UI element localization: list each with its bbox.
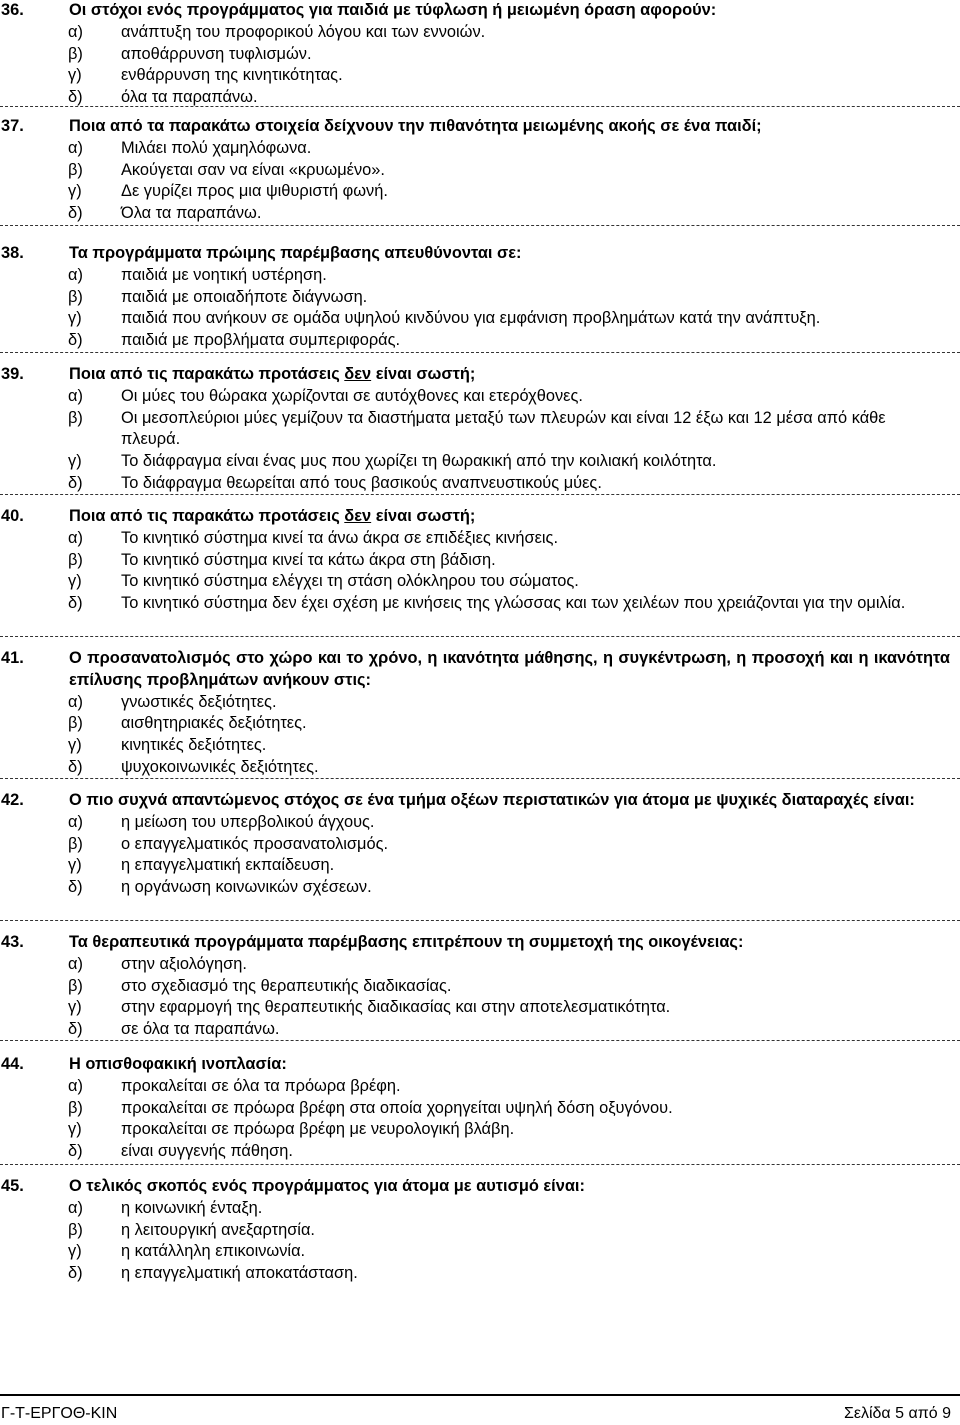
question-45 <box>0 1176 960 1285</box>
option-text: ενθάρρυνση της κινητικότητας. <box>121 66 343 85</box>
question-text <box>69 506 960 528</box>
option-d <box>0 473 960 495</box>
question-text: Ποια από τα παρακάτω στοιχεία δείχνουν την πιθανότητα μειωμένης ακοής σε ένα παιδί; <box>69 117 762 135</box>
option-text: στην αξιολόγηση. <box>121 954 247 973</box>
option-text: η επαγγελματική αποκατάσταση. <box>121 1264 358 1283</box>
option-letter: α) <box>68 692 83 711</box>
question-38 <box>0 243 960 352</box>
question-divider <box>0 494 960 495</box>
option-letter: δ) <box>68 757 83 776</box>
option-a <box>0 692 960 714</box>
option-text: ο επαγγελματικός προσανατολισμός. <box>121 834 389 853</box>
option-c <box>0 855 960 877</box>
question-header <box>0 1054 960 1076</box>
option-letter: β) <box>68 834 83 853</box>
option-text: είναι συγγενής πάθηση. <box>121 1142 293 1161</box>
option-b <box>0 976 960 998</box>
question-text-part: Ποια από τις παρακάτω προτάσεις <box>69 507 345 525</box>
option-d <box>0 203 960 225</box>
option-letter: γ) <box>68 66 82 85</box>
option-text: προκαλείται σε πρόωρα βρέφη στα οποία χορηγείται υψηλή δόση οξυγόνου. <box>121 1098 673 1117</box>
option-text: η μείωση του υπερβολικού άγχους. <box>121 812 375 831</box>
option-c <box>0 451 960 473</box>
question-number: 39. <box>1 365 24 383</box>
question-text-part: είναι σωστή; <box>371 507 476 525</box>
option-b <box>0 834 960 856</box>
option-text: παιδιά που ανήκουν σε ομάδα υψηλού κινδύνου για εμφάνιση προβλημάτων κατά την ανάπτυξη. <box>121 309 821 328</box>
option-text: Το κινητικό σύστημα δεν έχει σχέση με κινήσεις της γλώσσας και των χειλέων που χρειάζονται για την ομιλία. <box>121 594 906 613</box>
option-letter: β) <box>68 1220 83 1239</box>
question-text <box>69 364 960 386</box>
option-text: σε όλα τα παραπάνω. <box>121 1020 280 1039</box>
option-letter: δ) <box>68 473 83 492</box>
option-a <box>0 1076 960 1098</box>
option-letter: γ) <box>68 998 82 1017</box>
question-text: Ο πιο συχνά απαντώμενος στόχος σε ένα τμήμα οξέων περιστατικών για άτομα με ψυχικές διαταραχές είναι: <box>69 791 915 809</box>
question-text-part: είναι σωστή; <box>371 365 476 383</box>
option-letter: β) <box>68 550 83 569</box>
question-header <box>0 648 960 692</box>
option-a <box>0 265 960 287</box>
option-text: κινητικές δεξιότητες. <box>121 736 267 755</box>
option-a <box>0 812 960 834</box>
option-d <box>0 1019 960 1041</box>
option-text: η λειτουργική ανεξαρτησία. <box>121 1220 315 1239</box>
option-c <box>0 1241 960 1263</box>
question-number: 41. <box>1 649 24 667</box>
question-42 <box>0 790 960 899</box>
option-a <box>0 138 960 160</box>
option-text: Το διάφραγμα είναι ένας μυς που χωρίζει τη θωρακική από την κοιλιακή κοιλότητα. <box>121 452 717 471</box>
option-b <box>0 1220 960 1242</box>
question-37 <box>0 116 960 225</box>
question-divider <box>0 636 960 637</box>
option-letter: γ) <box>68 1242 82 1261</box>
option-text: Δε γυρίζει προς μια ψιθυριστή φωνή. <box>121 182 388 201</box>
option-letter: α) <box>68 22 83 41</box>
option-text: η οργάνωση κοινωνικών σχέσεων. <box>121 878 372 897</box>
option-text: παιδιά με νοητική υστέρηση. <box>121 265 327 284</box>
option-d <box>0 757 960 779</box>
option-b <box>0 1098 960 1120</box>
question-text: Η οπισθοφακική ινοπλασία: <box>69 1055 287 1073</box>
question-header <box>0 932 960 954</box>
option-letter: β) <box>68 44 83 63</box>
question-number: 43. <box>1 933 24 951</box>
question-39 <box>0 364 960 495</box>
question-divider <box>0 920 960 921</box>
option-text: η κοινωνική ένταξη. <box>121 1198 263 1217</box>
option-text: Όλα τα παραπάνω. <box>121 204 262 223</box>
option-letter: δ) <box>68 331 83 350</box>
option-letter: α) <box>68 954 83 973</box>
option-text: η κατάλληλη επικοινωνία. <box>121 1242 306 1261</box>
option-text: στην εφαρμογή της θεραπευτικής διαδικασίας και στην αποτελεσματικότητα. <box>121 998 671 1017</box>
option-letter: δ) <box>68 878 83 897</box>
option-text: Το κινητικό σύστημα ελέγχει τη στάση ολόκληρου του σώματος. <box>121 572 579 591</box>
option-c <box>0 181 960 203</box>
option-text: η επαγγελματική εκπαίδευση. <box>121 856 335 875</box>
option-letter: β) <box>68 714 83 733</box>
question-header <box>0 116 960 138</box>
question-43 <box>0 932 960 1041</box>
question-divider <box>0 1040 960 1041</box>
option-text: Ακούγεται σαν να είναι «κρυωμένο». <box>121 160 385 179</box>
option-c <box>0 571 960 593</box>
option-letter: α) <box>68 1198 83 1217</box>
option-text: Οι μύες του θώρακα χωρίζονται σε αυτόχθονες και ετερόχθονες. <box>121 386 583 405</box>
question-44 <box>0 1054 960 1163</box>
option-letter: γ) <box>68 856 82 875</box>
option-a <box>0 528 960 550</box>
option-letter: γ) <box>68 452 82 471</box>
question-36 <box>0 0 960 109</box>
option-letter: β) <box>68 408 83 427</box>
question-text: Τα προγράμματα πρώιμης παρέμβασης απευθύνονται σε: <box>69 244 522 262</box>
option-letter: β) <box>68 160 83 179</box>
option-letter: α) <box>68 812 83 831</box>
option-b <box>0 550 960 572</box>
option-letter: α) <box>68 1076 83 1095</box>
question-divider <box>0 106 960 107</box>
question-header <box>0 0 960 22</box>
option-a <box>0 954 960 976</box>
option-letter: δ) <box>68 1264 83 1283</box>
option-d <box>0 330 960 352</box>
option-letter: α) <box>68 386 83 405</box>
option-text: Το κινητικό σύστημα κινεί τα άνω άκρα σε επιδέξιες κινήσεις. <box>121 528 558 547</box>
option-text: Το διάφραγμα θεωρείται από τους βασικούς αναπνευστικούς μύες. <box>121 473 602 492</box>
option-letter: α) <box>68 265 83 284</box>
question-text: Ο προσανατολισμός στο χώρο και το χρόνο, η ικανότητα μάθησης, η συγκέντρωση, η προσοχή και η ικανότητα επίλυσης προβλημάτων ανήκουν στις: <box>69 649 950 689</box>
option-text: γνωστικές δεξιότητες. <box>121 692 277 711</box>
question-41 <box>0 648 960 779</box>
question-header <box>0 506 960 528</box>
option-letter: β) <box>68 976 83 995</box>
question-number: 38. <box>1 244 24 262</box>
option-letter: γ) <box>68 182 82 201</box>
option-letter: δ) <box>68 88 83 107</box>
option-letter: β) <box>68 1098 83 1117</box>
option-letter: δ) <box>68 1142 83 1161</box>
question-divider <box>0 352 960 353</box>
option-text: αποθάρρυνση τυφλισμών. <box>121 44 312 63</box>
option-letter: δ) <box>68 204 83 223</box>
option-text: ανάπτυξη του προφορικού λόγου και των εννοιών. <box>121 22 486 41</box>
question-number: 45. <box>1 1177 24 1195</box>
question-text: Ο τελικός σκοπός ενός προγράμματος για άτομα με αυτισμό είναι: <box>69 1177 585 1195</box>
question-divider <box>0 225 960 226</box>
option-text: αισθητηριακές δεξιότητες. <box>121 714 307 733</box>
question-text: Οι στόχοι ενός προγράμματος για παιδιά με τύφλωση ή μειωμένη όραση αφορούν: <box>69 1 717 19</box>
option-c <box>0 65 960 87</box>
option-d <box>0 1141 960 1163</box>
option-text: παιδιά με οποιαδήποτε διάγνωση. <box>121 287 368 306</box>
option-b <box>0 160 960 182</box>
option-b <box>0 44 960 66</box>
option-d <box>0 877 960 899</box>
option-text: παιδιά με προβλήματα συμπεριφοράς. <box>121 331 401 350</box>
option-letter: γ) <box>68 1120 82 1139</box>
option-text: προκαλείται σε όλα τα πρόωρα βρέφη. <box>121 1076 401 1095</box>
option-text: Το κινητικό σύστημα κινεί τα κάτω άκρα στη βάδιση. <box>121 550 496 569</box>
question-text: Τα θεραπευτικά προγράμματα παρέμβασης επιτρέπουν τη συμμετοχή της οικογένειας: <box>69 933 744 951</box>
option-b <box>0 713 960 735</box>
option-text: Μιλάει πολύ χαμηλόφωνα. <box>121 138 312 157</box>
option-b <box>0 287 960 309</box>
question-header <box>0 364 960 386</box>
question-header <box>0 243 960 265</box>
option-c <box>0 308 960 330</box>
footer-page-number: Σελίδα 5 από 9 <box>843 1405 951 1422</box>
option-letter: γ) <box>68 736 82 755</box>
option-a <box>0 386 960 408</box>
option-letter: γ) <box>68 309 82 328</box>
option-c <box>0 997 960 1019</box>
question-text-underlined: δεν <box>344 365 372 383</box>
option-text: στο σχεδιασμό της θεραπευτικής διαδικασίας. <box>121 976 452 995</box>
footer-document-code: Γ-Τ-ΕΡΓΟΘ-ΚΙΝ <box>1 1405 118 1422</box>
option-text: Οι μεσοπλεύριοι μύες γεμίζουν τα διαστήματα μεταξύ των πλευρών και είναι 12 έξω και 12 μέσα από κάθε πλευρά. <box>121 408 886 449</box>
option-a <box>0 1198 960 1220</box>
question-number: 36. <box>1 1 24 19</box>
option-text: όλα τα παραπάνω. <box>121 88 258 107</box>
question-number: 40. <box>1 507 24 525</box>
option-text: ψυχοκοινωνικές δεξιότητες. <box>121 757 319 776</box>
option-c <box>0 1119 960 1141</box>
option-letter: α) <box>68 528 83 547</box>
question-header <box>0 790 960 812</box>
option-letter: α) <box>68 138 83 157</box>
question-number: 37. <box>1 117 24 135</box>
option-a <box>0 22 960 44</box>
option-letter: δ) <box>68 1020 83 1039</box>
option-d <box>0 1263 960 1285</box>
question-text-part: Ποια από τις παρακάτω προτάσεις <box>69 365 345 383</box>
option-b <box>0 408 960 452</box>
footer-divider <box>0 1394 960 1396</box>
question-text-underlined: δεν <box>344 507 372 525</box>
question-40 <box>0 506 960 615</box>
option-letter: δ) <box>68 594 83 613</box>
question-number: 42. <box>1 791 24 809</box>
question-number: 44. <box>1 1055 24 1073</box>
option-letter: γ) <box>68 572 82 591</box>
question-divider <box>0 778 960 779</box>
option-c <box>0 735 960 757</box>
option-text: προκαλείται σε πρόωρα βρέφη με νευρολογική βλάβη. <box>121 1120 515 1139</box>
option-letter: β) <box>68 287 83 306</box>
option-d <box>0 593 960 615</box>
question-divider <box>0 1164 960 1165</box>
question-header <box>0 1176 960 1198</box>
